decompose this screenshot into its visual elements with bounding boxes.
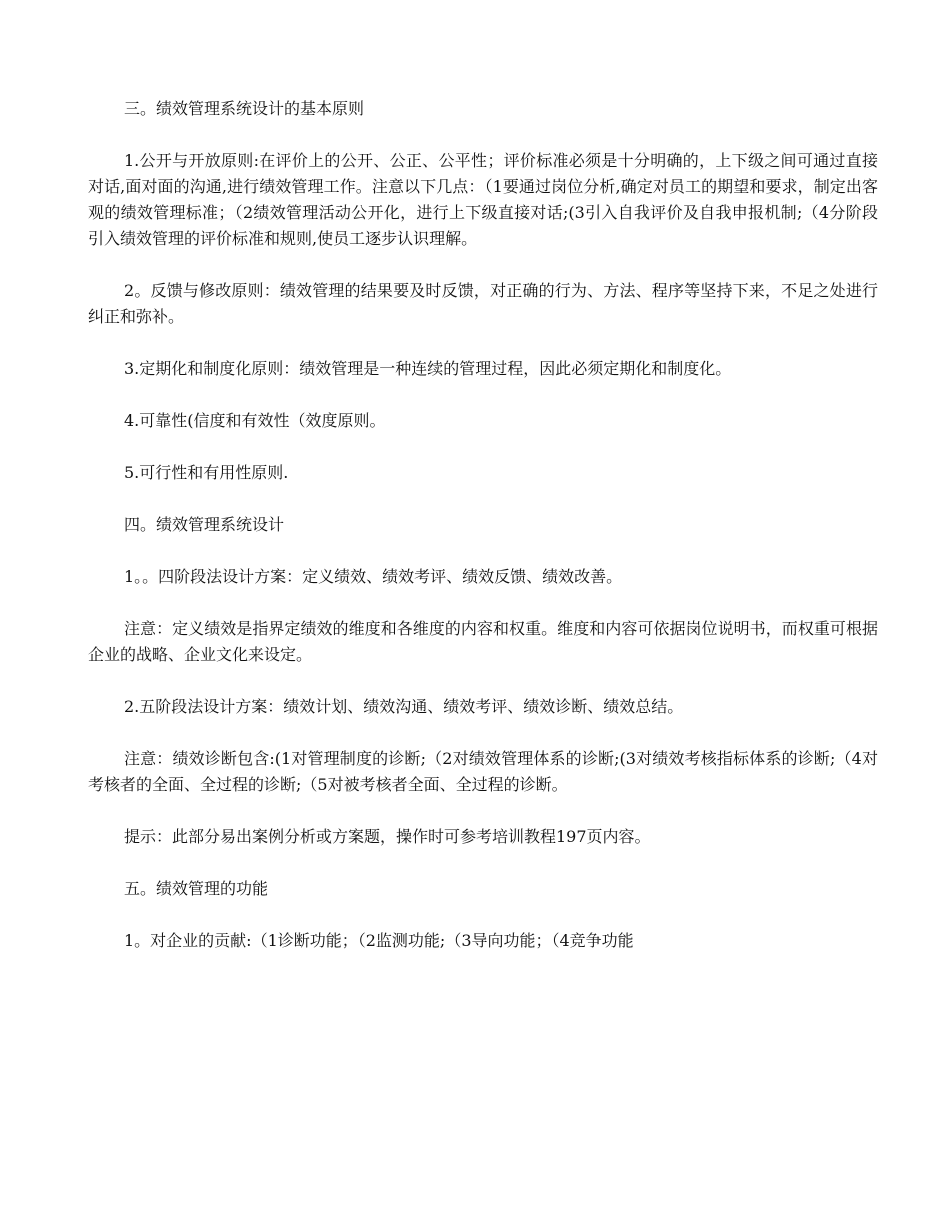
section-heading-5: 五。绩效管理的功能 — [124, 879, 269, 898]
principle-1-paragraph: 1.公开与开放原则:在评价上的公开、公正、公平性；评价标准必须是十分明确的，上下级之间可通过直接对话,面对面的沟通,进行绩效管理工作。注意以下几点：（1要通过岗位分析,确定对员工的期望和要求，制定出客观的绩效管理标准；（2绩效管理活动公开化，进行上下级直接对话;(3引入自我评价及自我申报机制;（4分阶段引入绩效管理的评价标准和规则,使员工逐步认识理解。 — [88, 151, 878, 248]
document-page — [88, 96, 878, 954]
tip-paragraph: 提示：此部分易出案例分析或方案题，操作时可参考培训教程197页内容。 — [124, 827, 651, 846]
principle-3-paragraph: 3.定期化和制度化原则：绩效管理是一种连续的管理过程，因此必须定期化和制度化。 — [124, 359, 732, 378]
principle-4-paragraph: 4.可靠性(信度和有效性（效度原则。 — [124, 411, 386, 430]
five-stage-note-paragraph: 注意：绩效诊断包含:(1对管理制度的诊断;（2对绩效管理体系的诊断;(3对绩效考核指标体系的诊断;（4对考核者的全面、全过程的诊断;（5对被考核者全面、全过程的诊断。 — [88, 749, 878, 794]
enterprise-contribution-paragraph: 1。对企业的贡献:（1诊断功能；（2监测功能;（3导向功能；（4竞争功能 — [124, 931, 634, 950]
four-stage-paragraph: 1。。四阶段法设计方案：定义绩效、绩效考评、绩效反馈、绩效改善。 — [124, 567, 623, 586]
five-stage-paragraph: 2.五阶段法设计方案：绩效计划、绩效沟通、绩效考评、绩效诊断、绩效总结。 — [124, 697, 684, 716]
section-heading-4: 四。绩效管理系统设计 — [124, 515, 285, 534]
principle-2-paragraph: 2。反馈与修改原则：绩效管理的结果要及时反馈，对正确的行为、方法、程序等坚持下来，不足之处进行纠正和弥补。 — [88, 281, 878, 326]
principle-5-paragraph: 5.可行性和有用性原则. — [124, 463, 289, 482]
section-heading-3: 三。绩效管理系统设计的基本原则 — [124, 99, 365, 118]
four-stage-note-paragraph: 注意：定义绩效是指界定绩效的维度和各维度的内容和权重。维度和内容可依据岗位说明书，而权重可根据企业的战略、企业文化来设定。 — [88, 619, 878, 664]
